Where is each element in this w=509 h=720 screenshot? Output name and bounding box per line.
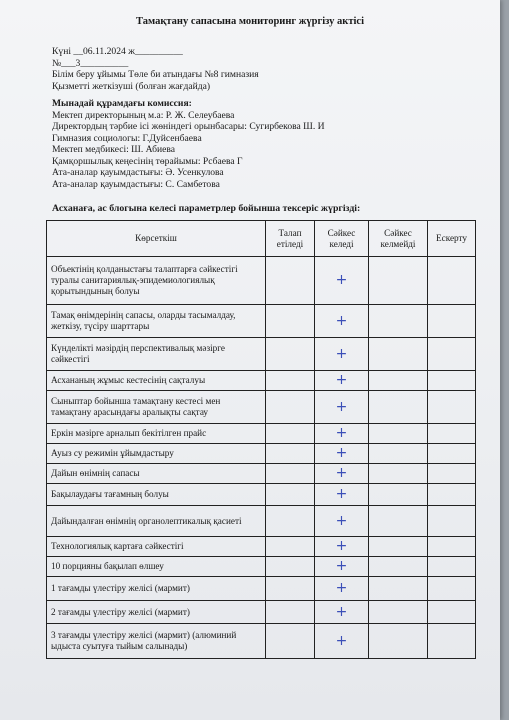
- mismatch-cell: [369, 601, 428, 624]
- match-cell: +: [315, 624, 369, 659]
- mismatch-cell: [369, 624, 428, 659]
- match-cell: +: [315, 424, 369, 444]
- note-cell: [428, 371, 476, 391]
- indicator-cell: Күнделікті мәзірдің перспективалық мәзірге сәйкестігі: [47, 338, 266, 371]
- match-cell: +: [315, 444, 369, 464]
- header-match: Сәйкес келеді: [315, 221, 369, 257]
- note-cell: [428, 506, 476, 537]
- indicator-cell: Дайындалған өнімнің органолептикалық қасиеті: [47, 506, 266, 537]
- note-cell: [428, 305, 476, 338]
- school-line: Білім беру ұйымы Төле би атындағы №8 гимназия: [52, 69, 259, 81]
- note-cell: [428, 464, 476, 484]
- number-line: №___3__________: [52, 57, 129, 69]
- indicator-cell: Ауыз су режимін ұйымдастыру: [47, 444, 266, 464]
- commission-member: Мектеп директорының м.а: Р. Ж. Селеубаева: [52, 109, 235, 121]
- match-cell: +: [315, 305, 369, 338]
- match-cell: +: [315, 391, 369, 424]
- indicator-cell: 2 тағамды үлестіру желісі (мармит): [47, 601, 266, 624]
- indicator-cell: Технологиялық картаға сәйкестігі: [47, 537, 266, 557]
- table-row: [47, 506, 476, 537]
- indicator-cell: Объектінің қолданыстағы талаптарға сәйкестігі туралы санитариялық-эпидемиологиялық қорытындының болуы: [47, 257, 266, 305]
- commission-member: Ата-аналар қауымдастығы: С. Самбетова: [52, 178, 220, 190]
- mismatch-cell: [369, 577, 428, 601]
- required-cell: [266, 257, 315, 305]
- indicator-cell: Еркін мәзірге арналып бекітілген прайс: [47, 424, 266, 444]
- table-row: [47, 257, 476, 305]
- match-cell: +: [315, 257, 369, 305]
- indicator-cell: Асхананың жұмыс кестесінің сақталуы: [47, 371, 266, 391]
- mismatch-cell: [369, 371, 428, 391]
- note-cell: [428, 391, 476, 424]
- commission-member: Ата-аналар қауымдастығы: Ә. Усенкулова: [52, 167, 224, 178]
- match-cell: +: [315, 577, 369, 601]
- match-cell: +: [315, 338, 369, 371]
- header-indicator: Көрсеткіш: [47, 221, 266, 257]
- table-row: [47, 444, 476, 464]
- mismatch-cell: [369, 506, 428, 537]
- commission-member: Гимназия социологы: Г.Дуйсенбаева: [52, 132, 202, 144]
- match-cell: +: [315, 464, 369, 484]
- note-cell: [428, 257, 476, 305]
- note-cell: [428, 601, 476, 624]
- mismatch-cell: [369, 557, 428, 577]
- required-cell: [266, 464, 315, 484]
- indicator-cell: 10 порцияны бақылап өлшеу: [47, 557, 266, 577]
- indicator-cell: 1 тағамды үлестіру желісі (мармит): [47, 577, 266, 601]
- required-cell: [266, 484, 315, 506]
- note-cell: [428, 577, 476, 601]
- table-row: [47, 557, 476, 577]
- required-cell: [266, 444, 315, 464]
- commission-member: Қамқоршылық кеңесінің төрайымы: Рсбаева Г: [52, 155, 243, 167]
- indicator-cell: Дайын өнімнің сапасы: [47, 464, 266, 484]
- required-cell: [266, 537, 315, 557]
- mismatch-cell: [369, 424, 428, 444]
- required-cell: [266, 338, 315, 371]
- date-line: Күні __06.11.2024 ж__________: [52, 46, 183, 57]
- indicator-cell: Бақылаудағы тағамның болуы: [47, 484, 266, 506]
- required-cell: [266, 624, 315, 659]
- mismatch-cell: [369, 444, 428, 464]
- table-row: [47, 624, 476, 659]
- mismatch-cell: [369, 305, 428, 338]
- table-row: [47, 577, 476, 601]
- indicator-cell: Тамақ өнімдерінің сапасы, оларды тасымалдау, жеткізу, түсіру шарттары: [47, 305, 266, 338]
- header-mismatch: Сәйкес келмейді: [369, 221, 428, 257]
- commission-member: Мектеп медбикесі: Ш. Абиева: [52, 144, 176, 155]
- required-cell: [266, 391, 315, 424]
- match-cell: +: [315, 601, 369, 624]
- match-cell: +: [315, 506, 369, 537]
- commission-block: [52, 98, 325, 190]
- indicator-cell: Сыныптар бойынша тамақтану кестесі мен тамақтану арасындағы аралықты сақтау: [47, 391, 266, 424]
- table-row: [47, 601, 476, 624]
- note-cell: [428, 537, 476, 557]
- mismatch-cell: [369, 257, 428, 305]
- table-header-row: [47, 221, 476, 257]
- document-title: Тамақтану сапасына мониторинг жүргізу актісі: [136, 16, 364, 27]
- match-cell: +: [315, 484, 369, 506]
- table-row: [47, 537, 476, 557]
- table-row: [47, 484, 476, 506]
- note-cell: [428, 424, 476, 444]
- header-required: Талап етіледі: [266, 221, 315, 257]
- required-cell: [266, 424, 315, 444]
- table-row: [47, 464, 476, 484]
- commission-member: Директордың тәрбие ісі жөніндегі орынбасары: Сугирбекова Ш. И: [52, 121, 325, 132]
- note-cell: [428, 484, 476, 506]
- table-row: [47, 305, 476, 338]
- header-note: Ескерту: [428, 221, 476, 257]
- note-cell: [428, 557, 476, 577]
- table-row: [47, 371, 476, 391]
- document-meta: [52, 46, 259, 92]
- note-cell: [428, 338, 476, 371]
- required-cell: [266, 371, 315, 391]
- mismatch-cell: [369, 537, 428, 557]
- commission-header: Мынадай құрамдағы комиссия:: [52, 98, 192, 109]
- mismatch-cell: [369, 391, 428, 424]
- section-title: Асханаға, ас блогына келесі параметрлер бойынша тексеріс жүргізді:: [52, 203, 361, 214]
- required-cell: [266, 506, 315, 537]
- match-cell: +: [315, 557, 369, 577]
- note-cell: [428, 444, 476, 464]
- mismatch-cell: [369, 338, 428, 371]
- inspection-table: [46, 220, 476, 659]
- note-cell: [428, 624, 476, 659]
- required-cell: [266, 305, 315, 338]
- mismatch-cell: [369, 484, 428, 506]
- match-cell: +: [315, 371, 369, 391]
- table-row: [47, 338, 476, 371]
- indicator-cell: 3 тағамды үлестіру желісі (мармит) (алюминий ыдыста суытуға тыйым салынады): [47, 624, 266, 659]
- required-cell: [266, 577, 315, 601]
- mismatch-cell: [369, 464, 428, 484]
- supplier-line: Қызметті жеткізуші (болған жағдайда): [52, 80, 211, 92]
- match-cell: +: [315, 537, 369, 557]
- table-row: [47, 424, 476, 444]
- required-cell: [266, 557, 315, 577]
- required-cell: [266, 601, 315, 624]
- table-row: [47, 391, 476, 424]
